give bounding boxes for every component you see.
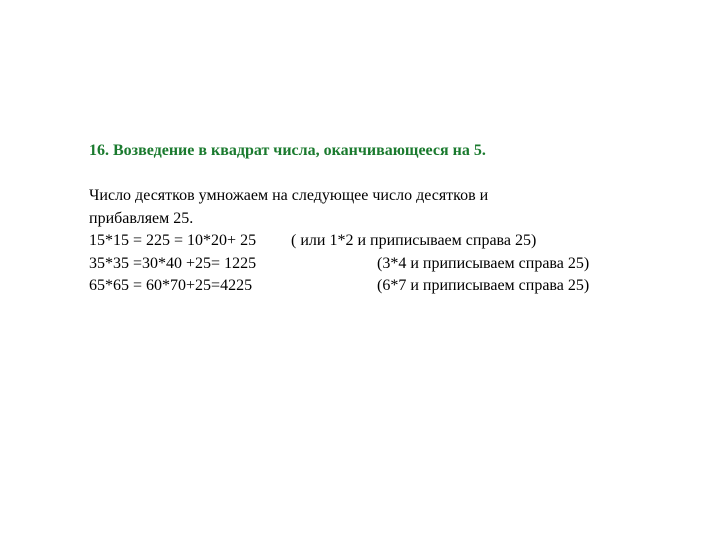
example-row <box>89 275 649 298</box>
example-note: (3*4 и приписываем справа 25) <box>377 254 590 272</box>
rule-line-2: прибавляем 25. <box>89 209 194 227</box>
slide-title: 16. Возведение в квадрат числа, оканчивающееся на 5. <box>89 142 486 159</box>
example-equation: 35*35 =30*40 +25= 1225 <box>89 254 257 272</box>
example-row <box>89 230 649 253</box>
example-equation: 15*15 = 225 = 10*20+ 25 <box>89 232 257 249</box>
example-note: ( или 1*2 и приписываем справа 25) <box>291 232 537 249</box>
example-note: (6*7 и приписываем справа 25) <box>377 277 590 294</box>
example-equation: 65*65 = 60*70+25=4225 <box>89 277 253 294</box>
rule-line-1: Число десятков умножаем на следующее число десятков и <box>89 187 489 204</box>
example-row <box>89 253 649 276</box>
slide-body <box>89 185 649 298</box>
